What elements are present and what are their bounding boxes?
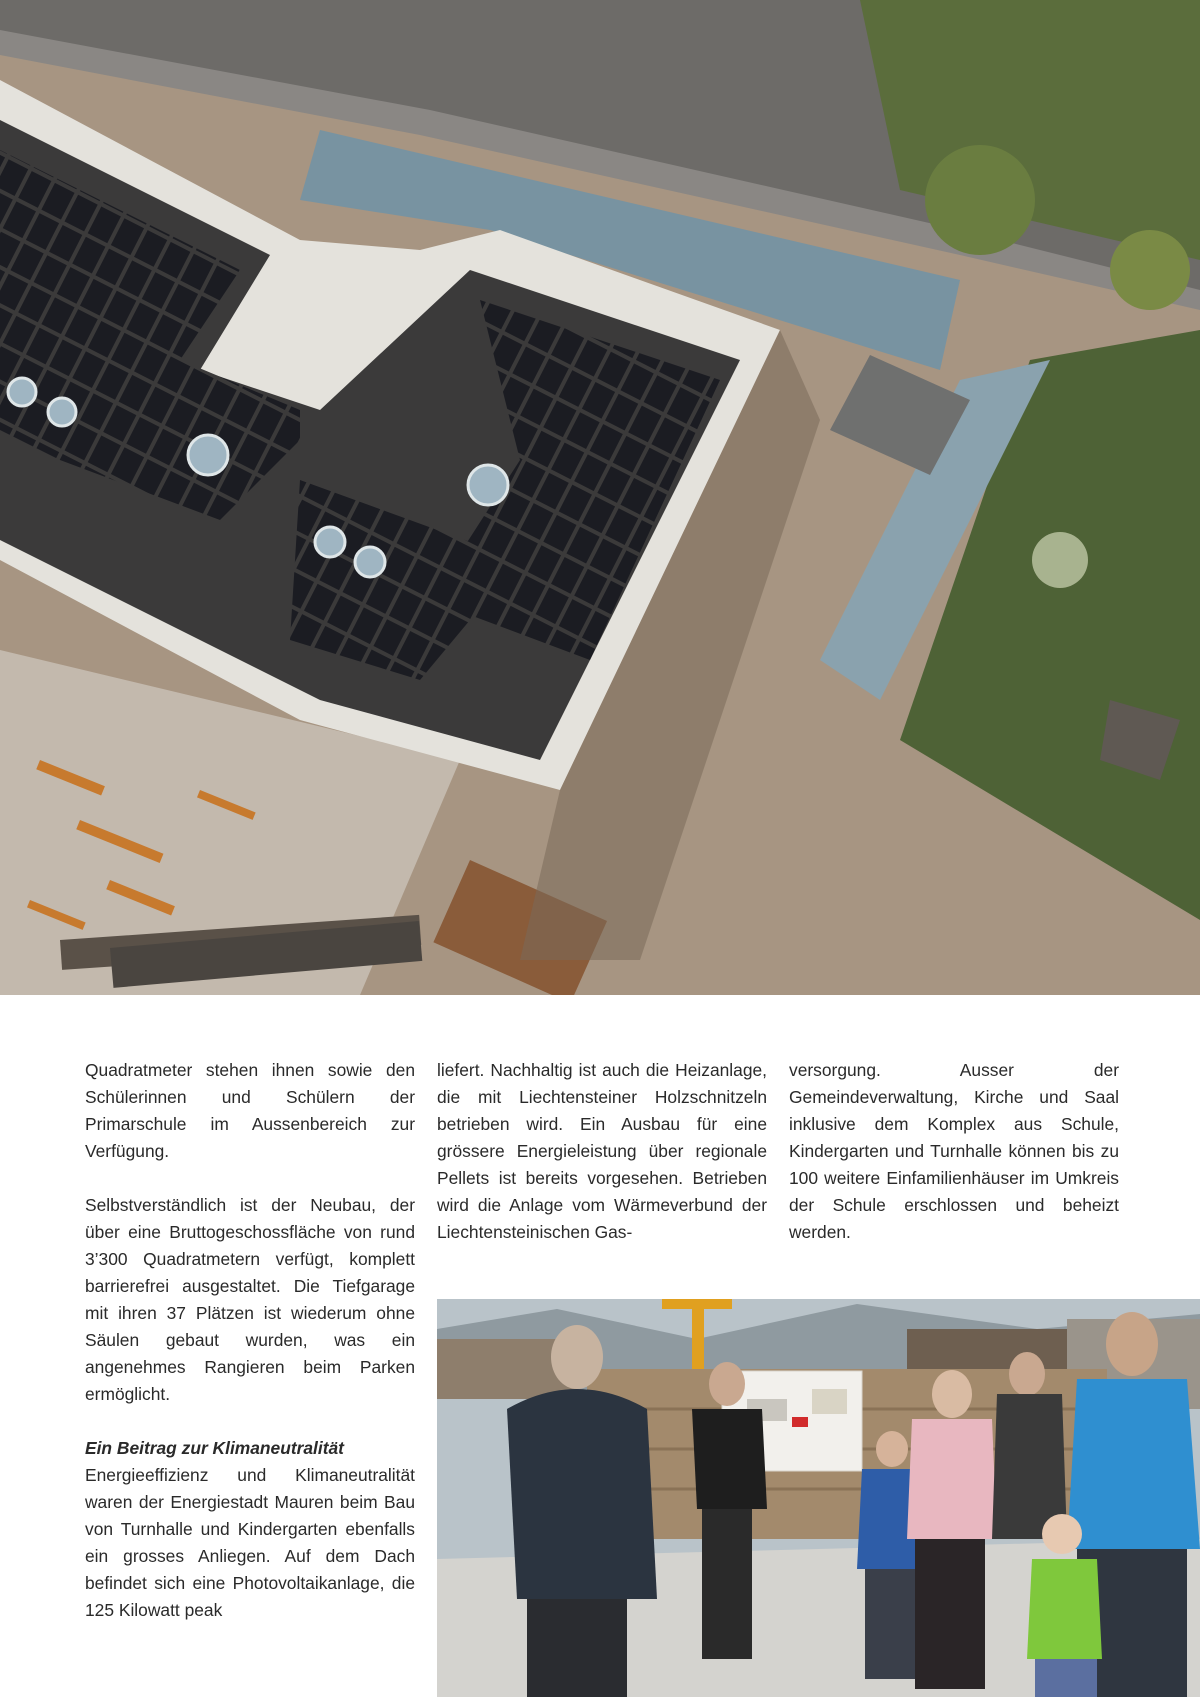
article-column-1 bbox=[85, 1057, 415, 1624]
section-heading: Ein Beitrag zur Klimaneutralität bbox=[85, 1438, 344, 1458]
article-paragraph: versorgung. Ausser der Gemeindeverwaltung, Kirche und Saal inklusive dem Komplex aus Schule, Kindergarten und Turnhalle können bis zu 100 weitere Einfamilienhäuser im Umkreis der Schule erschlossen und beheizt werden. bbox=[789, 1060, 1119, 1242]
article-paragraph: liefert. Nachhaltig ist auch die Heizanlage, die mit Liechtensteiner Holzschnitzeln betrieben wird. Ein Ausbau für eine grössere Energieleistung über regionale Pellets ist bereits vorgesehen. Betrieben wird die Anlage vom Wärmeverbund der Liechtensteinischen Gas- bbox=[437, 1060, 767, 1242]
article-column-3 bbox=[789, 1057, 1119, 1246]
article-paragraph: Selbstverständlich ist der Neubau, der über eine Bruttogeschossfläche von rund 3’300 Quadratmetern verfügt, komplett barrierefrei ausgestaltet. Die Tiefgarage mit ihren 37 Plätzen ist wiederum ohne Säulen gebaut wurden, was ein angenehmes Rangieren beim Parken ermöglicht. bbox=[85, 1195, 415, 1404]
article-column-2 bbox=[437, 1057, 767, 1246]
site-visit-group-photo bbox=[437, 1299, 1200, 1697]
article-paragraph: Energieeffizienz und Klimaneutralität waren der Energiestadt Mauren beim Bau von Turnhalle und Kindergarten ebenfalls ein grosses Anliegen. Auf dem Dach befindet sich eine Photovoltaikanlage, die 125 Kilowatt peak bbox=[85, 1465, 415, 1620]
article-paragraph: Quadratmeter stehen ihnen sowie den Schülerinnen und Schülern der Primarschule im Aussenbereich zur Verfügung. bbox=[85, 1060, 415, 1161]
